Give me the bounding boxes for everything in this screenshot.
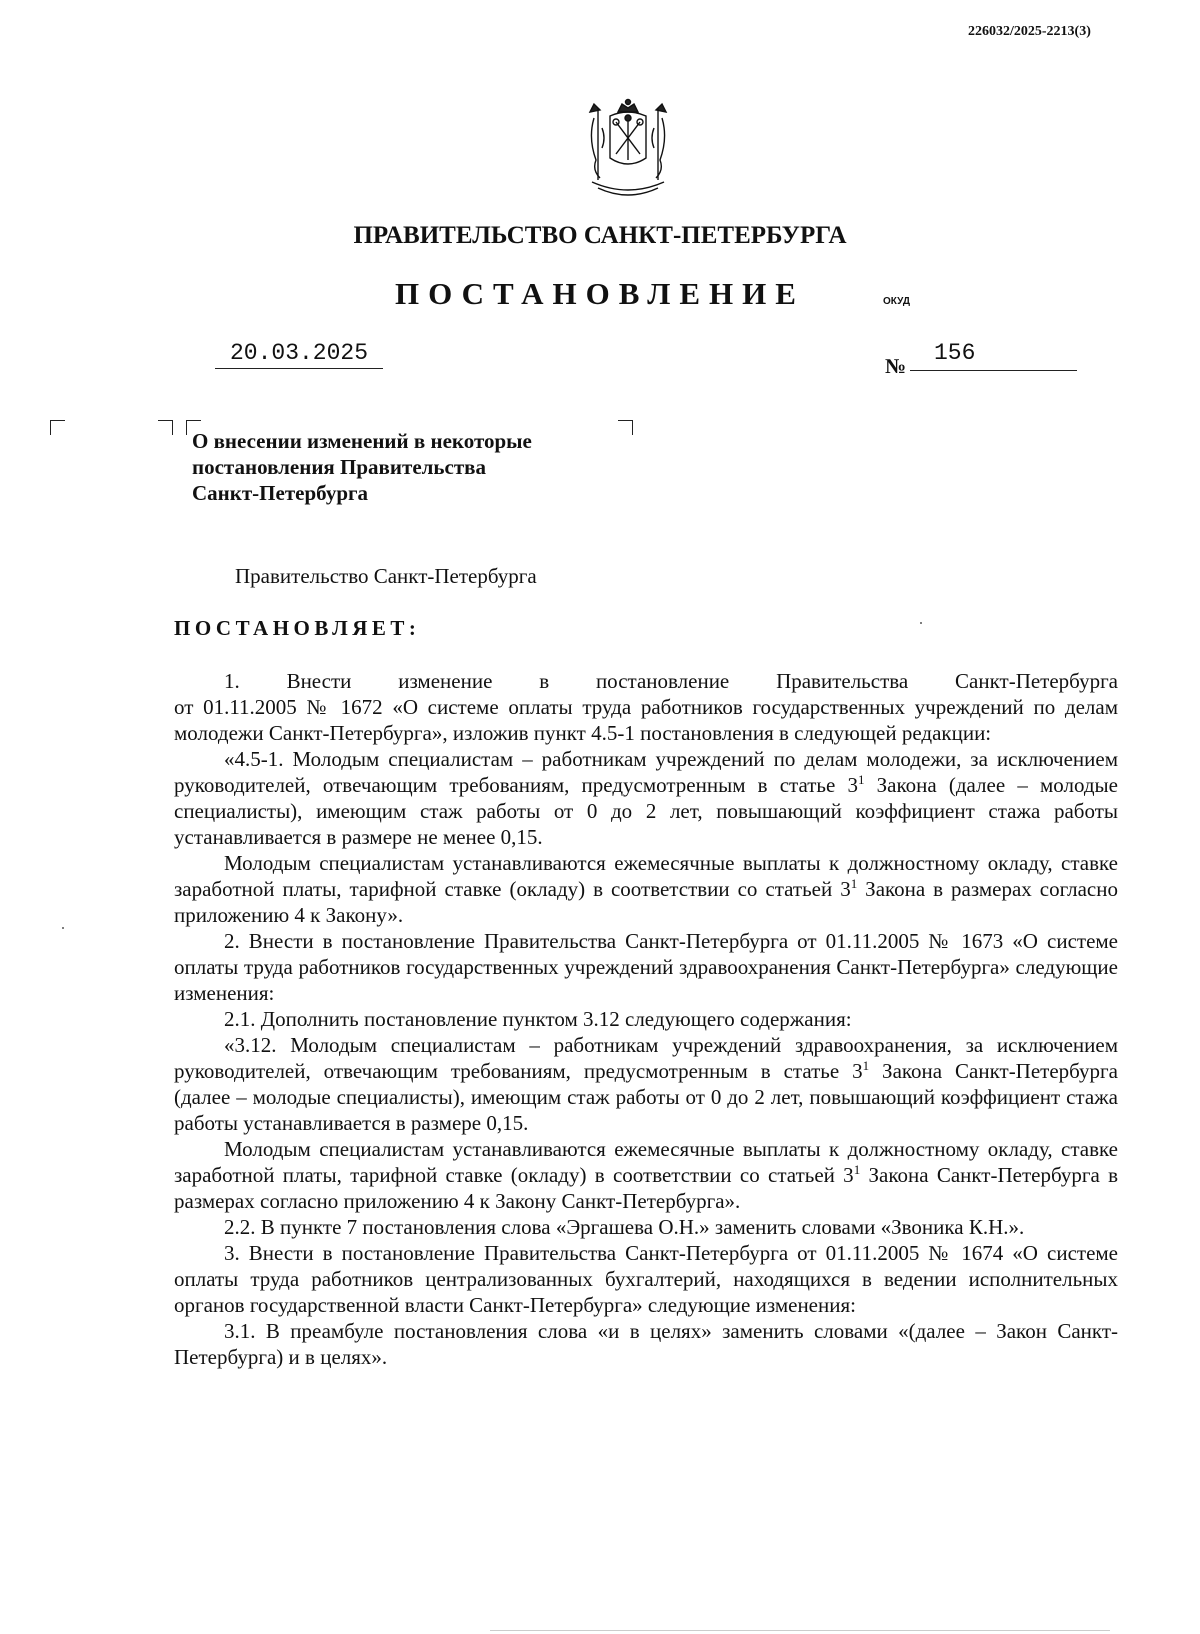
corner-mark-subject-start (158, 420, 173, 435)
paragraph: 2.2. В пункте 7 постановления слова «Эргашева О.Н.» заменить словами «Звоника К.Н.». (224, 1215, 1025, 1239)
paragraph-text: Закона в размерах согласно приложению 4 к Закону». (174, 877, 1118, 927)
paragraph: 2.1. Дополнить постановление пунктом 3.12 следующего содержания: (224, 1007, 852, 1031)
paragraph (174, 1136, 1118, 1214)
corner-mark-left (50, 420, 65, 435)
subject-line: постановления Правительства (192, 455, 486, 479)
paragraph: 2. Внести в постановление Правительства Санкт-Петербурга от 01.11.2005 № 1673 «О системе оплаты труда работников государственных учреждений здравоохранения Санкт-Петербурга» следующие изменения: (174, 929, 1118, 1005)
decree-number: 156 (910, 340, 1077, 371)
government-name: ПРАВИТЕЛЬСТВО САНКТ-ПЕТЕРБУРГА (353, 222, 847, 249)
paragraph-text: Закона Санкт-Петербурга в размерах согласно приложению 4 к Закону Санкт-Петербурга». (174, 1163, 1118, 1213)
subject-line: Санкт-Петербурга (192, 481, 369, 505)
coat-of-arms-emblem (580, 98, 676, 202)
decree-subject (192, 428, 532, 506)
document-registration-number: 226032/2025-2213(3) (968, 24, 1091, 39)
issuer-line: Правительство Санкт-Петербурга (235, 564, 537, 588)
decree-body (174, 668, 1118, 1370)
superscript: 1 (850, 876, 858, 891)
paragraph-text: Молодым специалистам устанавливаются ежемесячные выплаты к должностному окладу, ставке заработной платы, тарифной ставке (окладу) в соответствии со статьей 3 (174, 1137, 1118, 1187)
paragraph: 3.1. В преамбуле постановления слова «и в целях» заменить словами «(далее – Закон Санкт-Петербурга) и в целях». (174, 1319, 1118, 1369)
paragraph (174, 746, 1118, 850)
paragraph: 1. Внести изменение в постановление Правительства Санкт-Петербурга (224, 669, 1118, 693)
decree-title: ПОСТАНОВЛЕНИЕ (395, 276, 805, 311)
page-bottom-rule (490, 1630, 1110, 1631)
scan-speck (920, 622, 922, 624)
okud-label: ОКУД (883, 296, 910, 307)
superscript: 1 (853, 1162, 861, 1177)
paragraph: от 01.11.2005 № 1672 «О системе оплаты труда работников государственных учреждений по делам молодежи Санкт-Петербурга», изложив пункт 4.5-1 постановления в следующей редакции: (174, 695, 1118, 745)
paragraph (174, 850, 1118, 928)
scan-speck (62, 927, 64, 929)
number-label: № (885, 354, 907, 378)
paragraph: 3. Внести в постановление Правительства Санкт-Петербурга от 01.11.2005 № 1674 «О системе оплаты труда работников централизованных бухгалтерий, находящихся в ведении исполнительных органов государственной власти Санкт-Петербурга» следующие изменения: (174, 1241, 1118, 1317)
paragraph-text: «3.12. Молодым специалистам – работникам учреждений здравоохранения, за исключением руководителей, отвечающим требованиям, предусмотренным в статье 3 (174, 1033, 1118, 1083)
paragraph (174, 1032, 1118, 1136)
subject-line: О внесении изменений в некоторые (192, 429, 532, 453)
decree-date: 20.03.2025 (215, 340, 383, 369)
paragraph-text: Закона (далее – молодые специалисты), имеющим стаж работы от 0 до 2 лет, повышающий коэффициент стажа работы устанавливается в размере не менее 0,15. (174, 773, 1118, 849)
paragraph-text: Молодым специалистам устанавливаются ежемесячные выплаты к должностному окладу, ставке заработной платы, тарифной ставке (окладу) в соответствии со статьей 3 (174, 851, 1118, 901)
corner-mark-subject-end (618, 420, 633, 435)
paragraph-text: «4.5-1. Молодым специалистам – работникам учреждений по делам молодежи, за исключением руководителей, отвечающим требованиям, предусмотренным в статье 3 (174, 747, 1118, 797)
superscript: 1 (862, 1058, 870, 1073)
paragraph-text: Закона Санкт-Петербурга (далее – молодые специалисты), имеющим стаж работы от 0 до 2 лет, повышающий коэффициент стажа работы устанавливается в размере 0,15. (174, 1059, 1118, 1135)
resolves-heading: ПОСТАНОВЛЯЕТ: (174, 616, 421, 640)
superscript: 1 (858, 772, 865, 787)
